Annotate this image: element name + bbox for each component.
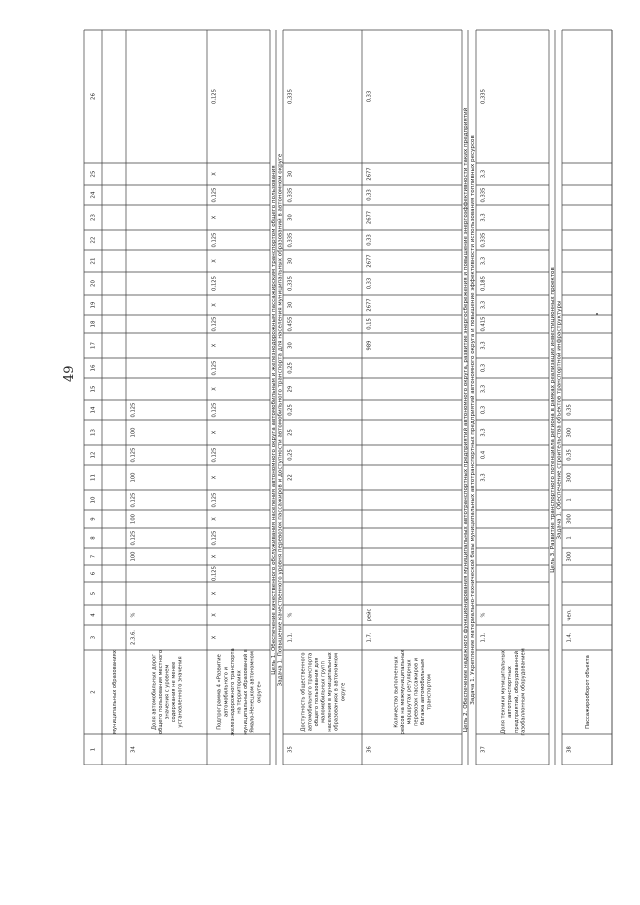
cell-r37-c14: 0,3: [480, 405, 487, 415]
section-band1: Цель 1. Обеспечение качественного обслуживания населения автономного округа автомобильным и железнодорожным пассажирским транспортом общего пользования: [271, 165, 277, 675]
cell-r37-c26: 0,335: [480, 89, 487, 104]
cell-rsub4-c16: 0,125: [211, 360, 218, 376]
col-header-17: 17: [90, 342, 97, 349]
cell-r36-c25: 2677: [366, 167, 373, 181]
cell-rsub4-c24: 0,125: [211, 187, 218, 203]
cell-r35-c3: 1.1.: [287, 632, 294, 643]
col-header-18: 18: [90, 320, 97, 328]
cell-r37-c18: 0,415: [480, 316, 487, 332]
cell-rsub4-c13: X: [211, 430, 218, 435]
cell-r36-c2: Количество выполненныхрейсов на межмуниципальныхмаршрутах регулярныхперевозок пассажиров ибагажа автомобильнымтранспортом: [393, 649, 433, 735]
cell-r37-c13: 3,3: [480, 428, 487, 437]
cell-rsub4-c4: X: [211, 613, 218, 617]
cell-r36-c17: 989: [366, 340, 373, 351]
cell-r37-c21: 3,3: [480, 256, 487, 266]
col-header-6: 6: [90, 571, 97, 576]
cell-r38-c11: 300: [566, 472, 573, 483]
cell-r35-c19: 30: [287, 301, 294, 309]
section-band6: Задача 1. Обеспечение строительства объектов транспортной инфраструктуры: [556, 300, 563, 540]
cell-rsub4-c6: 0,125: [211, 566, 218, 581]
cell-r35-c18: 0,455: [287, 316, 294, 332]
cell-rsub4-c9: X: [211, 517, 218, 521]
cell-r37-c12: 0,4: [480, 450, 487, 460]
cell-r37-c11: 3,3: [480, 473, 487, 482]
cell-rsub4-c18: 0,125: [211, 316, 218, 332]
cell-r35-c21: 30: [287, 257, 294, 265]
cell-r38-c9: 300: [566, 514, 573, 524]
col-header-8: 8: [90, 536, 97, 540]
cell-rsub4-c17: X: [211, 343, 218, 348]
cell-r38-c8: 1: [566, 536, 573, 540]
cell-rsub4-c14: 0,125: [211, 402, 218, 418]
col-header-12: 12: [90, 451, 97, 459]
cell-r34-c9: 100: [130, 514, 137, 524]
cell-rsub4-c5: X: [211, 591, 218, 596]
col-header-9: 9: [90, 517, 97, 521]
cell-r34-c12: 0,125: [130, 447, 137, 463]
cell-r37-c20: 0,185: [480, 276, 487, 291]
col-header-20: 20: [90, 280, 97, 287]
cell-r36-c26: 0,33: [366, 90, 373, 103]
cell-r37-c22: 0,335: [480, 232, 487, 248]
cell-rsub4-c3: X: [211, 635, 218, 640]
cell-r37-c2: Доля техники муниципальныхавтотранспортныхпредприятий, оборудованнойгазобаллонным оборудованием: [500, 648, 527, 736]
section-band3: Цель 2. Обеспечение надежного функционирования муниципальных автотранспортных предприятий автономного округа, развитие энергосбережения и повышение энергоэффективности таких предприятий: [463, 107, 469, 733]
cell-r35-c12: 0,25: [287, 449, 294, 461]
col-header-21: 21: [90, 257, 97, 265]
col-header-1: 1: [90, 747, 97, 752]
col-header-10: 10: [90, 496, 97, 504]
col-header-3: 3: [90, 635, 97, 640]
blank-area: [0, 765, 640, 905]
col-header-19: 19: [90, 301, 97, 309]
cell-r37-c24: 0,335: [480, 187, 487, 203]
cell-r34-c8: 0,125: [130, 530, 137, 546]
page-number: 49: [62, 365, 77, 382]
cell-r36-c23: 2677: [366, 210, 373, 225]
col-header-23: 23: [90, 214, 97, 221]
cell-r35-c4: %: [287, 612, 294, 618]
cell-r38-c7: 300: [566, 551, 573, 562]
cell-r35-c16: 0,25: [287, 362, 294, 374]
cell-r35-c13: 25: [287, 429, 294, 436]
section-band5: Цель 3. Развитие транспортного потенциала региона в рамках реализации инвестиционных проектов: [550, 267, 556, 573]
cell-rsub4-c8: 0,125: [211, 530, 218, 546]
cell-r34-c11: 100: [130, 472, 137, 483]
cell-rsub4-c23: X: [211, 215, 218, 220]
cell-rsub4-c10: 0,125: [211, 492, 218, 508]
cell-r35-c25: 30: [287, 170, 294, 178]
cell-rsub4-c22: 0,125: [211, 232, 218, 248]
cell-r37-c15: 3,3: [480, 384, 487, 394]
col-header-15: 15: [90, 385, 97, 393]
cell-r38-c3: 1.4.: [566, 632, 573, 643]
cell-r37-c1: 37: [480, 746, 487, 753]
cell-rsub4-c15: X: [211, 387, 218, 391]
cell-r35-c22: 0,335: [287, 232, 294, 248]
col-header-26: 26: [90, 93, 97, 100]
cell-rsub4-c2: Подпрограмма 4 «Развитиеавтомобильного ижелезнодорожного транспортана территорияхмуниципальных образований вЯмало-Ненецком автономномокруге»: [216, 648, 263, 736]
cell-r35-c2: Доступность общественногоавтомобильного транспортаобщего пользования длямаломобильных группнаселения в муниципальныхобразованиях в автономномокруге: [300, 652, 347, 732]
cell-r36-c20: 0,33: [366, 277, 373, 290]
col-header-2: 2: [90, 690, 97, 694]
cell-r36-c22: 0,33: [366, 234, 373, 246]
cell-r34-c3: 2.3.6.: [130, 630, 137, 645]
cell-r37-c3: 1.1.: [480, 632, 487, 643]
cell-r38-c14: 0,35: [566, 404, 573, 416]
cell-r35-c14: 0,25: [287, 404, 294, 416]
cell-r38-c10: 1: [566, 498, 573, 502]
cell-r35-c23: 30: [287, 214, 294, 221]
cell-rsub4-c12: 0,125: [211, 447, 218, 463]
col-header-16: 16: [90, 364, 97, 372]
cell-rsub4-c25: X: [211, 172, 218, 176]
section-band2: Задача 1. Повышение качественного уровня перевозок пассажиров и доступности автомобильного транспорта для населения муниципальных образований в автономном округе: [277, 153, 284, 687]
cell-r34-c14: 0,125: [130, 402, 137, 418]
cell-r38-c2: Пассажирооборот объекта: [585, 655, 591, 729]
cell-rsub4-c26: 0,125: [211, 89, 218, 104]
cell-r38-c4: чел.: [566, 609, 573, 621]
col-header-25: 25: [90, 170, 97, 178]
cell-r34-c13: 100: [130, 427, 137, 438]
cell-r35-c24: 0,335: [287, 187, 294, 203]
cell-rsub4-c20: 0,125: [211, 276, 218, 291]
cell-r37-c16: 0,3: [480, 363, 487, 373]
cell-r36-c1: 36: [366, 746, 373, 753]
cell-rsub4-c21: X: [211, 259, 218, 263]
cell-r37-c23: 3,3: [480, 213, 487, 222]
cell-r34-c10: 0,125: [130, 492, 137, 508]
cell-r35-c17: 30: [287, 342, 294, 349]
cell-r37-c4: %: [480, 612, 487, 618]
cell-r36-c3: 1.7.: [366, 632, 373, 643]
cell-r34-c2: Доля автомобильных дорогобщего пользования местногозначения с уровнемсодержания не менееустановленного значения: [151, 649, 184, 735]
cell-r35-c26: 0,335: [287, 89, 294, 104]
cell-r37-c17: 3,3: [480, 341, 487, 350]
cell-r35-c1: 35: [287, 746, 294, 753]
col-header-5: 5: [90, 591, 97, 596]
cell-rsub4-c19: X: [211, 303, 218, 307]
cell-r35-c20: 0,335: [287, 276, 294, 291]
col-header-4: 4: [90, 613, 97, 617]
cell-r35-c11: 22: [287, 474, 294, 481]
col-header-7: 7: [90, 554, 97, 559]
cell-r37-c25: 3,3: [480, 169, 487, 179]
cell-r34-c7: 100: [130, 551, 137, 562]
section-band4: Задача 1. Укрепление материально-технической базы муниципальных автотранспортных предприятий автономного округа и повышение эффективности использования топливных ресурсов: [470, 135, 476, 705]
col-header-13: 13: [90, 429, 97, 436]
cell-r38-c12: 0,35: [566, 449, 573, 461]
cell-rsub4-c7: X: [211, 554, 218, 559]
cell-r35-c15: 29: [287, 385, 294, 393]
cell-rsub4-c11: X: [211, 475, 218, 480]
cell-r38-c13: 300: [566, 427, 573, 438]
col-header-24: 24: [90, 191, 97, 199]
cell-r38-c1: 38: [566, 746, 573, 753]
cell-r36-c18: 0,15: [366, 318, 373, 330]
col-header-11: 11: [90, 474, 97, 481]
cell-r34-c1: 34: [130, 746, 137, 753]
col-header-14: 14: [90, 406, 97, 414]
cell-r36-c24: 0,33: [366, 189, 373, 201]
cell-r37-c19: 3,3: [480, 300, 487, 310]
cell-r0-c2: муниципальных образованиях: [112, 650, 118, 734]
col-header-22: 22: [90, 236, 97, 244]
cell-r34-c4: %: [130, 612, 137, 618]
cell-r36-c19: 2677: [366, 298, 373, 312]
cell-r36-c21: 2677: [366, 254, 373, 268]
cell-r36-c4: рейс: [366, 608, 373, 622]
